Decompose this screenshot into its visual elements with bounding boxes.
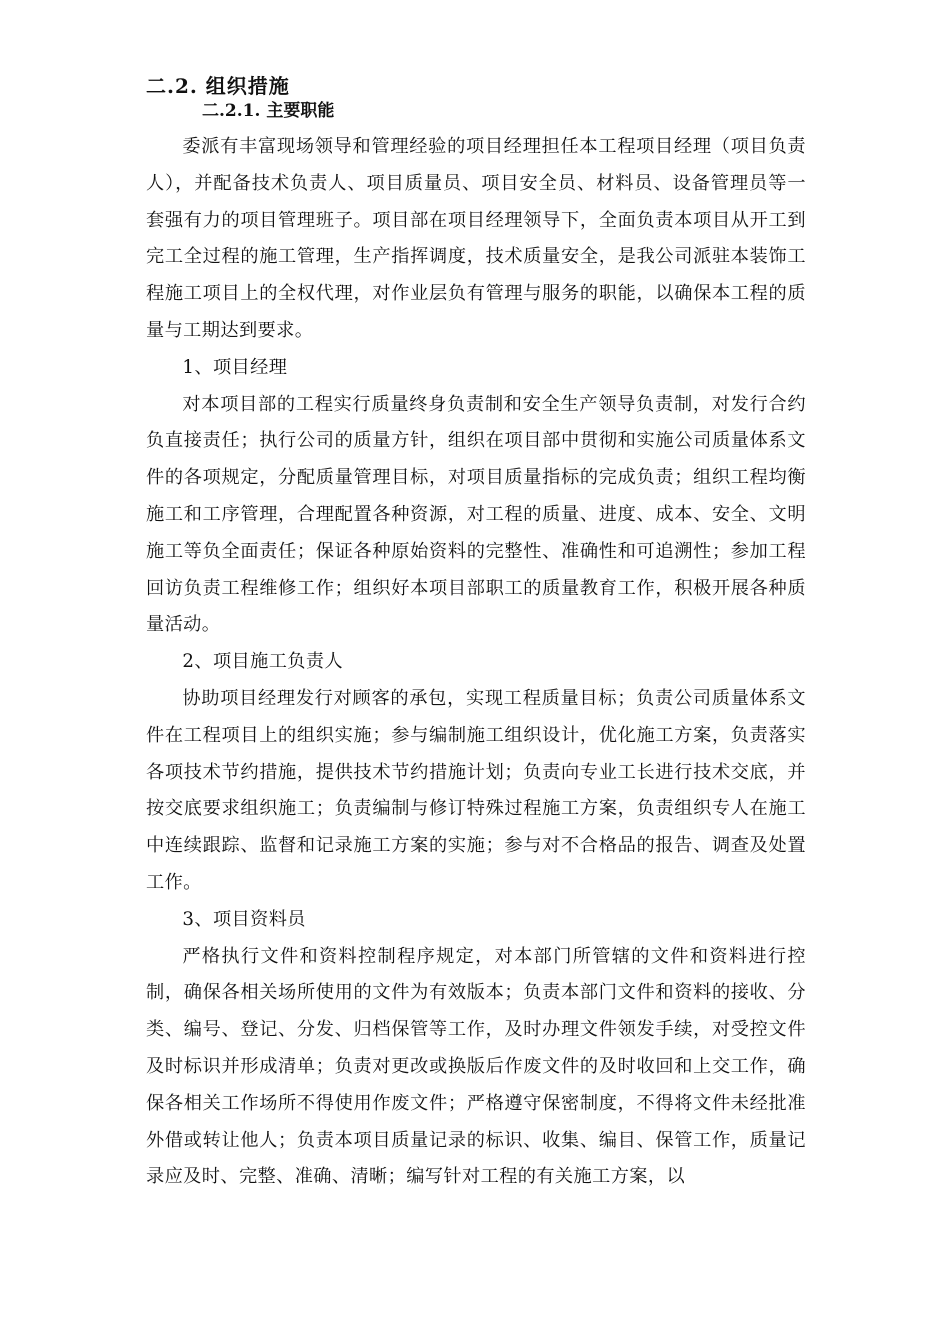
intro-paragraph: 委派有丰富现场领导和管理经验的项目经理担任本工程项目经理（项目负责人），并配备技术负责人、项目质量员、项目安全员、材料员、设备管理员等一套强有力的项目管理班子。项目部在项目经理领导下，全面负责本项目从开工到完工全过程的施工管理，生产指挥调度，技术质量安全，是我公司派驻本装饰工程施工项目上的全权代理，对作业层负有管理与服务的职能，以确保本工程的质量与工期达到要求。 bbox=[146, 136, 806, 341]
item-1-title: 1、项目经理 bbox=[182, 356, 288, 378]
item-2-paragraph: 协助项目经理发行对顾客的承包，实现工程质量目标；负责公司质量体系文件在工程项目上的组织实施；参与编制施工组织设计，优化施工方案，负责落实各项技术节约措施，提供技术节约措施计划；负责向专业工长进行技术交底，并按交底要求组织施工；负责编制与修订特殊过程施工方案，负责组织专人在施工中连续跟踪、监督和记录施工方案的实施；参与对不合格品的报告、调查及处置工作。 bbox=[146, 687, 806, 893]
item-3-title: 3、项目资料员 bbox=[182, 908, 306, 930]
item-3-paragraph: 严格执行文件和资料控制程序规定，对本部门所管辖的文件和资料进行控制，确保各相关场所使用的文件为有效版本；负责本部门文件和资料的接收、分类、编号、登记、分发、归档保管等工作，及时办理文件领发手续，对受控文件及时标识并形成清单；负责对更改或换版后作废文件的及时收回和上交工作，确保各相关工作场所不得使用作废文件；严格遵守保密制度，不得将文件未经批准外借或转让他人；负责本项目质量记录的标识、收集、编目、保管工作，质量记录应及时、完整、准确、清晰；编写针对工程的有关施工方案，以 bbox=[146, 945, 806, 1188]
item-1-paragraph: 对本项目部的工程实行质量终身负责制和安全生产领导负责制，对发行合约负直接责任；执行公司的质量方针，组织在项目部中贯彻和实施公司质量体系文件的各项规定，分配质量管理目标，对项目质量指标的完成负责；组织工程均衡施工和工序管理，合理配置各种资源，对工程的质量、进度、成本、安全、文明施工等负全面责任；保证各种原始资料的完整性、准确性和可追溯性；参加工程回访负责工程维修工作；组织好本项目部职工的质量教育工作，积极开展各种质量活动。 bbox=[146, 393, 806, 636]
subsection-heading: 二.2.1. 主要职能 bbox=[202, 101, 335, 121]
section-heading: 二.2. 组织措施 bbox=[146, 74, 290, 98]
item-2-title: 2、项目施工负责人 bbox=[182, 651, 344, 673]
document-body bbox=[146, 129, 806, 1196]
